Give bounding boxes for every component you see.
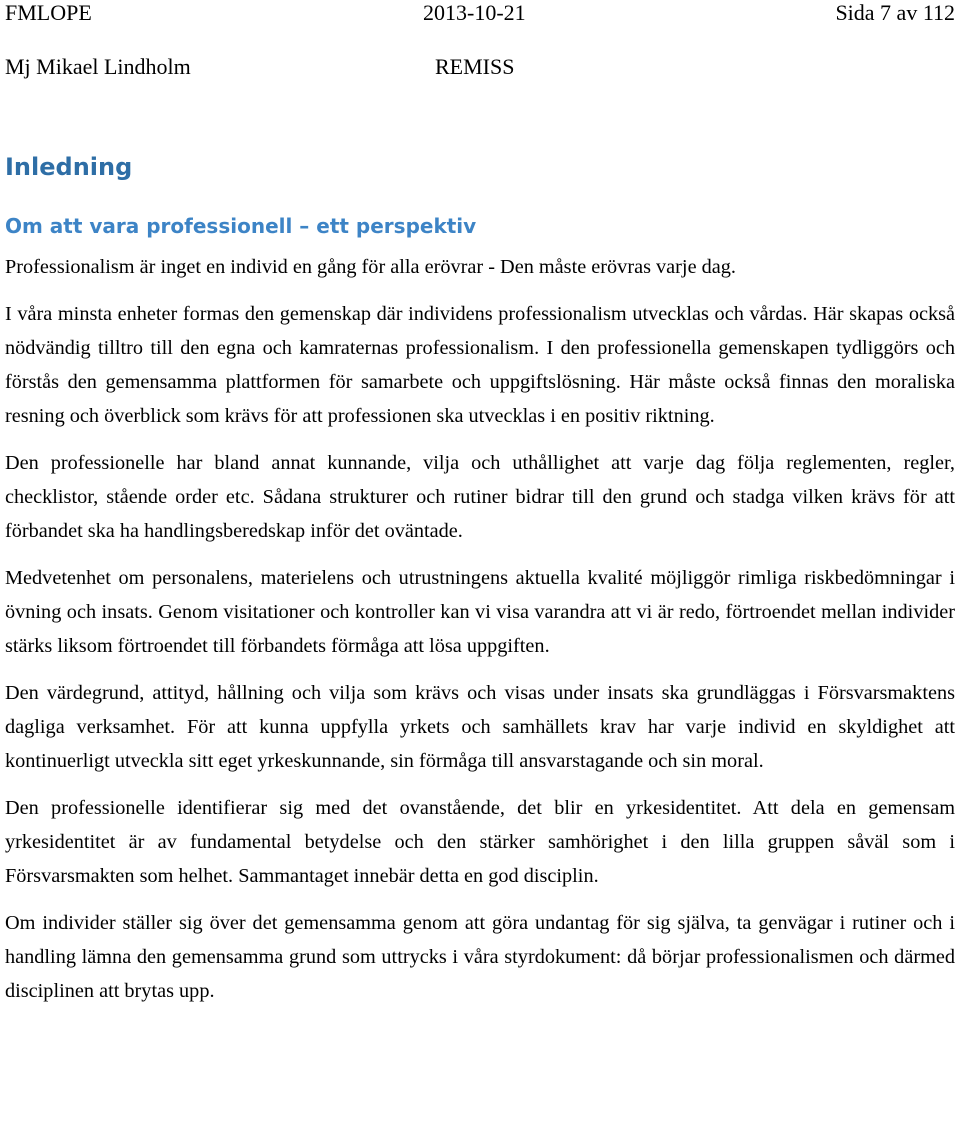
section-heading: Inledning (5, 153, 133, 181)
body-text (5, 250, 955, 1008)
document-date: 2013-10-21 (423, 0, 526, 25)
paragraph: I våra minsta enheter formas den gemenskap där individens professionalism utvecklas och vårdas. Här skapas också nödvändig tilltro till den egna och kamraternas professionalism. I den professionella gemenskapen tydliggörs och förstås den gemensamma plattformen för samarbete och uppgiftslösning. Här måste också finnas den moraliska resning och överblick som krävs för att professionen ska utvecklas i en positiv riktning. (5, 303, 955, 427)
document-status: REMISS (435, 54, 515, 79)
page-number: Sida 7 av 112 (835, 0, 955, 25)
subsection-heading: Om att vara professionell – ett perspektiv (5, 214, 477, 238)
paragraph: Den professionelle har bland annat kunnande, vilja och uthållighet att varje dag följa reglementen, regler, checklistor, stående order etc. Sådana strukturer och rutiner bidrar till den grund och stadga vilken krävs för att förbandet ska ha handlingsberedskap inför det oväntade. (5, 452, 955, 542)
document-author: Mj Mikael Lindholm (5, 54, 191, 79)
document-code: FMLOPE (5, 0, 92, 25)
paragraph: Den professionelle identifierar sig med det ovanstående, det blir en yrkesidentitet. Att dela en gemensam yrkesidentitet är av fundamental betydelse och den stärker samhörighet i den lilla gruppen såväl som i Försvarsmakten som helhet. Sammantaget innebär detta en god disciplin. (5, 797, 955, 887)
paragraph: Medvetenhet om personalens, materielens och utrustningens aktuella kvalité möjliggör rimliga riskbedömningar i övning och insats. Genom visitationer och kontroller kan vi visa varandra att vi är redo, förtroendet mellan individer stärks liksom förtroendet till förbandets förmåga att lösa uppgiften. (5, 567, 955, 657)
paragraph-lead: Professionalism är inget en individ en gång för alla erövrar - Den måste erövras varje dag. (5, 256, 736, 278)
paragraph: Den värdegrund, attityd, hållning och vilja som krävs och visas under insats ska grundläggas i Försvarsmaktens dagliga verksamhet. För att kunna uppfylla yrkets och samhällets krav har varje individ en skyldighet att kontinuerligt utveckla sitt eget yrkeskunnande, sin förmåga till ansvarstagande och sin moral. (5, 682, 955, 772)
paragraph: Om individer ställer sig över det gemensamma genom att göra undantag för sig själva, ta genvägar i rutiner och i handling lämna den gemensamma grund som uttrycks i våra styrdokument: då börjar professionalismen och därmed disciplinen att brytas upp. (5, 912, 955, 1002)
